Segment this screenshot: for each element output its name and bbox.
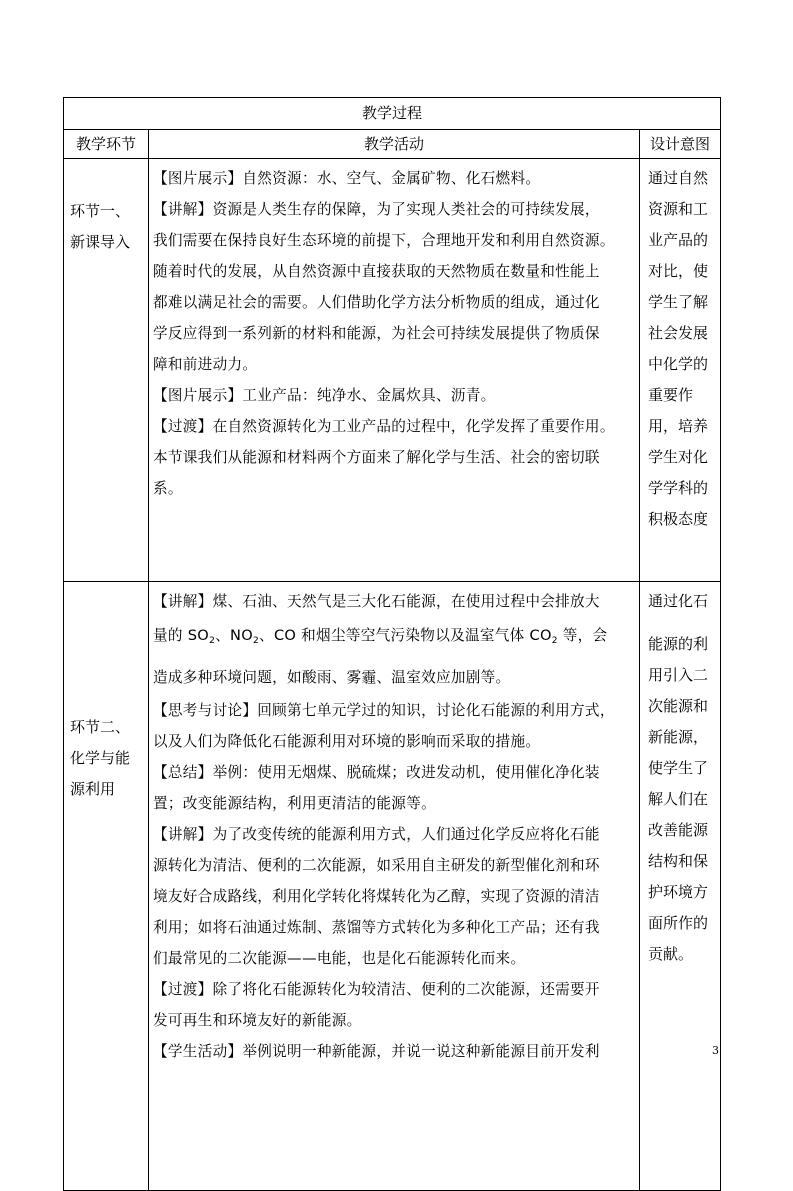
teaching-process-table bbox=[63, 97, 721, 1191]
activity-line: 障和前进动力。 bbox=[153, 356, 258, 373]
stage-line: 源利用 bbox=[70, 780, 116, 798]
intent-line: 能源的利 bbox=[648, 635, 709, 653]
intent-line: 用，培养 bbox=[648, 417, 709, 435]
intent-line: 学生了解 bbox=[648, 293, 709, 311]
intent-line: 资源和工 bbox=[648, 200, 709, 218]
activity-line: 们最常见的二次能源——电能，也是化石能源转化而来。 bbox=[153, 950, 526, 967]
header-activity: 教学活动 bbox=[149, 130, 640, 159]
activity-line: 系。 bbox=[153, 480, 183, 497]
activity-line: 【图片展示】自然资源：水、空气、金属矿物、化石燃料。 bbox=[153, 170, 541, 187]
intent-line: 学生对化 bbox=[648, 448, 709, 466]
activity-line: 置；改变能源结构，利用更清洁的能源等。 bbox=[153, 795, 436, 812]
intent-line: 贡献。 bbox=[648, 945, 694, 963]
intent-line: 积极态度 bbox=[648, 510, 709, 528]
activity-line: 【过渡】除了将化石能源转化为较清洁、便利的二次能源，还需要开 bbox=[153, 981, 600, 998]
activity-line: 【图片展示】工业产品：纯净水、金属炊具、沥青。 bbox=[153, 387, 496, 404]
activity-line-formula bbox=[153, 617, 637, 660]
intent-line: 改善能源 bbox=[648, 821, 709, 839]
activity-line: 发可再生和环境友好的新能源。 bbox=[153, 1012, 362, 1029]
activity-line: 我们需要在保持良好生态环境的前提下，合理地开发和利用自然资源。 bbox=[153, 232, 615, 249]
intent-line: 通过自然 bbox=[648, 169, 709, 187]
activity-line: 随着时代的发展，从自然资源中直接获取的天然物质在数量和性能上 bbox=[153, 263, 600, 280]
intent-cell-1 bbox=[640, 159, 721, 582]
intent-line: 业产品的 bbox=[648, 231, 709, 249]
activity-line: 【学生活动】举例说明一种新能源，并说一说这种新能源目前开发利 bbox=[153, 1043, 600, 1060]
intent-line: 使学生了 bbox=[648, 759, 709, 777]
intent-line: 次能源和 bbox=[648, 697, 709, 715]
page-number: 3 bbox=[712, 1044, 719, 1057]
activity-line: 学反应得到一系列新的材料和能源，为社会可持续发展提供了物质保 bbox=[153, 325, 600, 342]
text-run: 、CO 和烟尘等空气污染物以及温室气体 CO bbox=[259, 627, 552, 644]
activity-line: 境友好合成路线，利用化学转化将煤转化为乙醇，实现了资源的清洁 bbox=[153, 888, 600, 905]
text-run: 量的 SO bbox=[153, 627, 210, 644]
intent-line: 面所作的 bbox=[648, 914, 709, 932]
subscript: 2 bbox=[253, 636, 260, 646]
intent-line: 对比，使 bbox=[648, 262, 709, 280]
activity-line: 利用；如将石油通过炼制、蒸馏等方式转化为多种化工产品；还有我 bbox=[153, 919, 600, 936]
text-run: 等，会 bbox=[557, 627, 608, 644]
activity-cell-1 bbox=[149, 159, 640, 582]
activity-line: 【讲解】煤、石油、天然气是三大化石能源，在使用过程中会排放大 bbox=[153, 593, 600, 610]
table-row bbox=[64, 159, 721, 582]
stage-line: 化学与能 bbox=[70, 749, 131, 767]
activity-cell-2 bbox=[149, 582, 640, 1191]
activity-line: 本节课我们从能源和材料两个方面来了解化学与生活、社会的密切联 bbox=[153, 449, 600, 466]
header-stage: 教学环节 bbox=[64, 130, 149, 159]
activity-line: 造成多种环境问题，如酸雨、雾霾、温室效应加剧等。 bbox=[153, 669, 511, 686]
subscript: 2 bbox=[551, 636, 558, 646]
intent-line: 护环境方 bbox=[648, 883, 709, 901]
activity-line: 以及人们为降低化石能源利用对环境的影响而采取的措施。 bbox=[153, 733, 541, 750]
header-intent: 设计意图 bbox=[640, 130, 721, 159]
table-row bbox=[64, 582, 721, 1191]
stage-line: 环节一、 bbox=[70, 202, 131, 220]
activity-line: 源转化为清洁、便利的二次能源，如采用自主研发的新型催化剂和环 bbox=[153, 857, 600, 874]
intent-cell-2 bbox=[640, 582, 721, 1191]
intent-line: 重要作 bbox=[648, 386, 694, 404]
intent-line: 用引入二 bbox=[648, 666, 709, 684]
stage-line: 环节二、 bbox=[70, 718, 131, 736]
stage-line: 新课导入 bbox=[70, 233, 131, 251]
text-run: 、NO bbox=[215, 627, 254, 644]
activity-line: 【讲解】为了改变传统的能源利用方式，人们通过化学反应将化石能 bbox=[153, 826, 600, 843]
activity-line: 【过渡】在自然资源转化为工业产品的过程中，化学发挥了重要作用。 bbox=[153, 418, 615, 435]
intent-line: 结构和保 bbox=[648, 852, 709, 870]
intent-line: 解人们在 bbox=[648, 790, 709, 808]
intent-line: 通过化石 bbox=[648, 592, 709, 610]
stage-cell-2 bbox=[64, 582, 149, 1191]
table-title: 教学过程 bbox=[64, 98, 721, 130]
intent-line: 中化学的 bbox=[648, 355, 709, 373]
stage-cell-1 bbox=[64, 159, 149, 582]
activity-line: 都难以满足社会的需要。人们借助化学方法分析物质的组成，通过化 bbox=[153, 294, 600, 311]
subscript: 2 bbox=[209, 636, 216, 646]
intent-line: 学学科的 bbox=[648, 479, 709, 497]
activity-line: 【思考与讨论】回顾第七单元学过的知识，讨论化石能源的利用方式， bbox=[153, 702, 615, 719]
intent-line: 社会发展 bbox=[648, 324, 709, 342]
activity-line: 【总结】举例：使用无烟煤、脱硫煤；改进发动机，使用催化净化装 bbox=[153, 764, 600, 781]
intent-line: 新能源， bbox=[648, 728, 709, 746]
activity-line: 【讲解】资源是人类生存的保障，为了实现人类社会的可持续发展， bbox=[153, 201, 600, 218]
